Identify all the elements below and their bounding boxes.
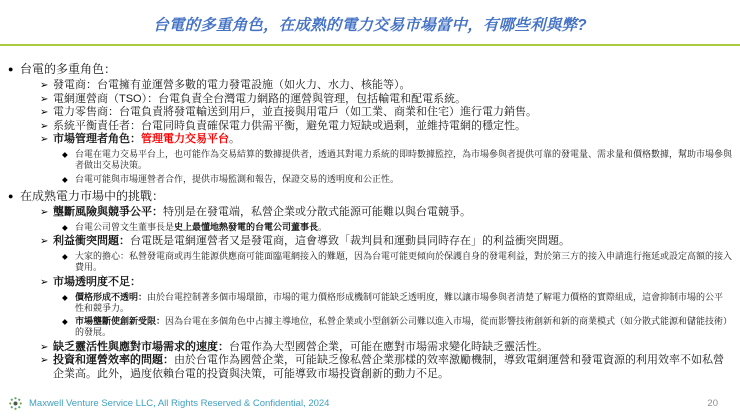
list-item-text [53, 133, 732, 147]
sub-item-lead: 價格形成不透明： [75, 291, 148, 302]
bullet-diamond-icon: ◆ [62, 317, 68, 326]
list-item [40, 235, 732, 249]
sub-item [62, 222, 732, 233]
bullet-diamond-icon: ◆ [62, 292, 68, 302]
list-item-text: 電力零售商：台電負責將發電輸送到用戶，並直接與用電戶（如工業、商業和住宅）進行電力銷售。 [53, 106, 537, 118]
sub-item [62, 174, 732, 185]
sub-item-text [75, 222, 732, 233]
list-item [40, 276, 732, 290]
bullet-arrow-icon: ➢ [40, 206, 49, 218]
list-item-text: 電網運營商（TSO）：台電負責全台灣電力網路的運營與管理，包括輸電和配電系統。 [53, 92, 467, 105]
item-lead: 壟斷風險與競爭公平： [53, 205, 163, 218]
list-item [40, 79, 732, 93]
bullet-arrow-icon: ➢ [40, 80, 49, 91]
bullet-arrow-icon: ➢ [40, 93, 49, 105]
sub-item [62, 251, 732, 273]
item-highlight-text: 管理電力交易平台 [141, 133, 229, 145]
section-heading-text: 台電的多重角色： [20, 62, 117, 76]
list-item-text: 發電商：台電擁有並運營多數的電力發電設施（如火力、水力、核能等）。 [53, 79, 411, 91]
item-body: 台電作為大型國營企業，可能在應對市場需求變化時缺乏靈活性。 [229, 340, 548, 353]
slide-body [0, 46, 740, 381]
item-lead: 市場透明度不足： [53, 275, 141, 288]
bullet-diamond-icon: ◆ [62, 222, 68, 232]
sub-item-pre: 台電公司曾文生董事長是 [75, 221, 175, 232]
item-lead: 缺乏靈活性與應對市場需求的速度： [53, 340, 229, 353]
item-lead: 利益衝突問題： [53, 235, 130, 247]
list-item [40, 120, 732, 134]
bullet-arrow-icon: ➢ [40, 341, 49, 353]
list-item [40, 206, 732, 220]
sub-item-text: 大家的擔心：私營發電商或再生能源供應商可能面臨電網接入的難題，因為台電可能更傾向於保護自身的發電利益，對於第三方的接入申請進行拖延或設定高額的接入費用。 [75, 251, 733, 272]
sub-item [62, 316, 732, 338]
sub-item-text [75, 292, 732, 314]
item-lead: 市場管理者角色： [53, 133, 141, 145]
section-heading [8, 62, 732, 76]
sub-item-body: 由於台電控制著多個市場環節，市場的電力價格形成機制可能缺乏透明度，難以讓市場參與者清楚了解電力價格的實際組成，這會抑制市場的公平性和競爭力。 [75, 291, 724, 313]
list-item-text: 系統平衡責任者：台電同時負責確保電力供需平衡，避免電力短缺或過剩，並維持電網的穩定性。 [53, 119, 526, 132]
company-logo-icon [8, 396, 23, 411]
item-tail: 。 [229, 133, 240, 145]
list-item-text [53, 354, 732, 381]
sub-item [62, 149, 732, 171]
bullet-arrow-icon: ➢ [40, 134, 49, 145]
page-number: 20 [707, 398, 718, 409]
sub-item-body: 因為台電在多個角色中占據主導地位，私營企業或小型創新公司難以進入市場，從而影響技術創新和新的商業模式（如分散式能源和儲能技術）的發展。 [75, 316, 728, 337]
footer-text: Maxwell Venture Service LLC, All Rights Reserved & Confidential, 2024 [29, 398, 330, 409]
bullet-arrow-icon: ➢ [40, 355, 49, 366]
list-item-text [53, 341, 732, 355]
list-item [40, 354, 732, 381]
bullet-diamond-icon: ◆ [62, 174, 68, 184]
section-heading-text: 在成熟電力市場中的挑戰： [20, 188, 165, 203]
list-item-text [53, 276, 732, 290]
bullet-arrow-icon: ➢ [40, 236, 49, 247]
item-lead: 投資和運營效率的問題： [53, 354, 174, 366]
bullet-circle-icon: ● [8, 190, 14, 201]
bullet-arrow-icon: ➢ [40, 276, 49, 288]
bullet-arrow-icon: ➢ [40, 120, 49, 132]
sub-item-bold: 史上最懂地熱發電的台電公司董事長 [174, 221, 319, 232]
page-title: 台電的多重角色，在成熟的電力交易市場當中，有哪些利與弊? [153, 17, 587, 34]
bullet-diamond-icon: ◆ [62, 150, 68, 159]
list-item [40, 93, 732, 107]
sub-item-text [75, 316, 732, 338]
bullet-circle-icon: ● [8, 64, 14, 74]
sub-item [62, 292, 732, 314]
footer [8, 396, 329, 411]
bullet-arrow-icon: ➢ [40, 107, 49, 118]
sub-item-text: 台電可能與市場運營者合作，提供市場監測和報告，保證交易的透明度和公正性。 [75, 173, 400, 184]
section-heading [8, 189, 732, 203]
list-item-text [53, 235, 732, 249]
item-body: 特別是在發電端，私營企業或分散式能源可能難以與台電競爭。 [163, 205, 471, 218]
list-item [40, 341, 732, 355]
bullet-diamond-icon: ◆ [62, 252, 68, 261]
sub-item-text: 台電在電力交易平台上，也可能作為交易結算的數據提供者，透過其對電力系統的即時數據監控，為市場參與者提供可靠的發電量、需求量和價格數據，幫助市場參與者做出交易決策。 [75, 149, 733, 170]
item-body: 台電既是電網運營者又是發電商，這會導致「裁判員和運動員同時存在」的利益衝突問題。 [130, 235, 570, 247]
sub-item-lead: 市場壟斷使創新受限： [75, 316, 166, 326]
sub-item-tail: 。 [318, 221, 328, 232]
list-item-text [53, 206, 732, 220]
list-item [40, 133, 732, 147]
item-body: 由於台電作為國營企業，可能缺乏像私營企業那樣的效率激勵機制，導致電網運營和發電資源的利用效率不如私營企業高。此外，過度依賴台電的投資與決策，可能導致市場投資創新的動力不足。 [53, 354, 724, 380]
list-item [40, 106, 732, 120]
